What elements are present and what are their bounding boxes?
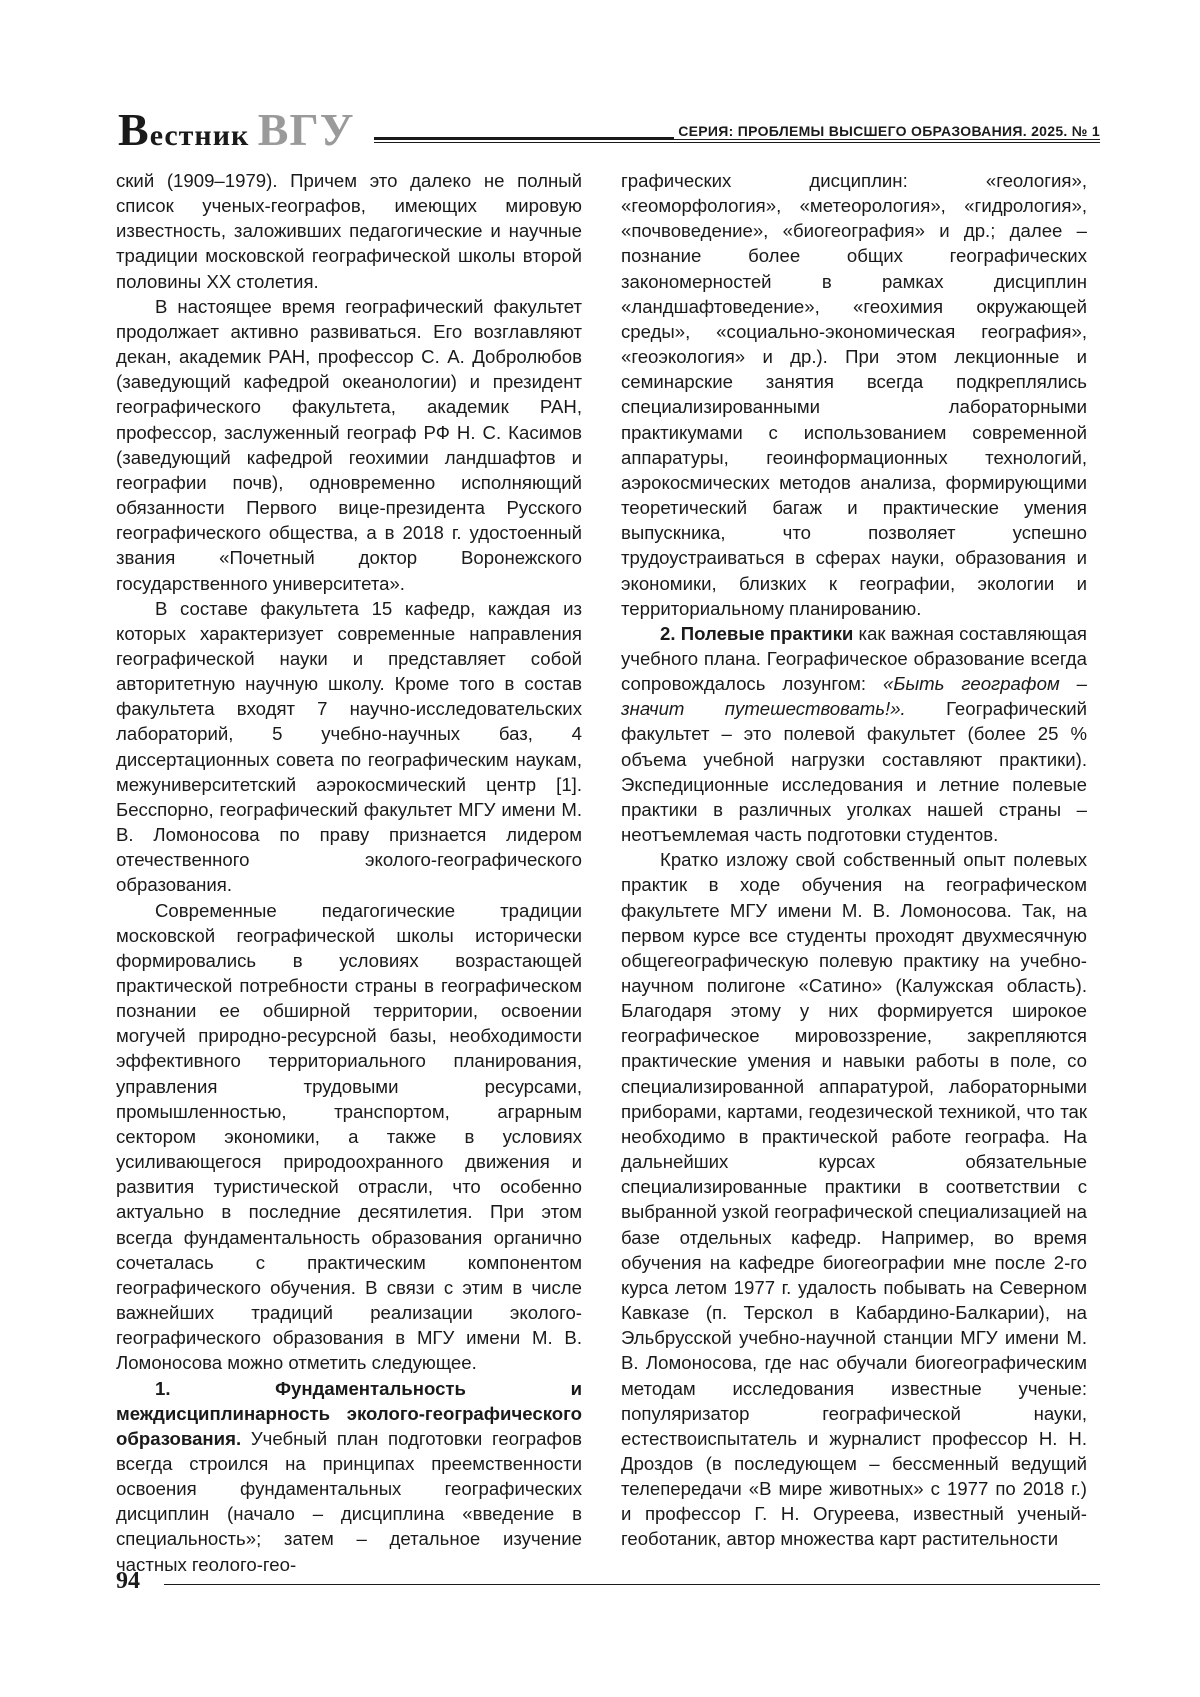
page-header	[118, 103, 1100, 155]
journal-logo-initial: В	[118, 104, 150, 155]
paragraph: Кратко изложу свой собственный опыт полевых практик в ходе обучения на географическом факультете МГУ имени М. В. Ломоносова. Так, на первом курсе все студенты проходят двухмесячную общегеографическую полевую практику на учебно-научном полигоне «Сатино» (Калужская область). Благодаря этому у них формируется широкое географическое мировоззрение, закрепляются практические умения и навыки работы в поле, со специализированной аппаратурой, лабораторными приборами, картами, геодезической техникой, что так необходимо в практической работе географа. На дальнейших курсах обязательные специализированные практики в соответствии с выбранной узкой географической специализацией на базе отдельных кафедр. Например, во время обучения на кафедре биогеографии мне после 2-го курса летом 1977 г. удалость побывать на Северном Кавказе (п. Терскол в Кабардино-Балкарии), на Эльбрусской учебно-научной станции МГУ имени М. В. Ломоносова, где нас обучали биогеографическим методам исследования известные ученые: популяризатор географической науки, естествоиспытатель и журналист профессор Н. Н. Дроздов (в последующем – бессменный ведущий телепередачи «В мире животных» с 1977 по 2018 г.) и профессор Г. Н. Огуреева, известный ученый-геоботаник, автор множества карт растительности	[621, 849, 1087, 1550]
paragraph-text: Географический факультет – это полевой факультет (более 25 % объема учебной нагрузки составляют практики). Экспедиционные исследования и летние полевые практики в различных уголках нашей страны – неотъемлемая часть подготовки студентов.	[621, 698, 1087, 846]
page-number: 94	[116, 1568, 140, 1594]
footer-rule	[164, 1584, 1100, 1585]
paragraph-text: Учебный план подготовки географов всегда строился на принципах преемственности освоения фундаментальных географических дисциплин (начало – дисциплина «введение в специальность»; затем – детальное изучение частных геолого-гео-	[116, 1427, 582, 1575]
series-title: СЕРИЯ: ПРОБЛЕМЫ ВЫСШЕГО ОБРАЗОВАНИЯ. 2025. № 1	[674, 123, 1100, 139]
section-heading-2: 2. Полевые практики	[660, 622, 854, 644]
paragraph: Современные педагогические традиции московской географической школы исторически формировались в условиях возрастающей практической потребности страны в географическом познании ее обширной территории, освоении могучей природно-ресурсной базы, необходимости эффективного территориального планирования, управления трудовыми ресурсами, промышленностью, транспортом, аграрным сектором экономики, а также в условиях усиливающегося природоохранного движения и развития туристической отрасли, что особенно актуально в последние десятилетия. При этом всегда фундаментальность образования органично сочеталась с практическим компонентом географического обучения. В связи с этим в числе важнейших традиций реализации эколого-географического образования в МГУ имени М. В. Ломоносова можно отметить следующее.	[116, 899, 582, 1374]
paragraph	[621, 621, 1087, 847]
paragraph: ский (1909–1979). Причем это далеко не полный список ученых-географов, имеющих мировую известность, заложивших педагогические и научные традиции московской географической школы второй половины XX столетия.	[116, 170, 582, 292]
motto-quote: «Быть географом – значит путешествовать!».	[621, 673, 1087, 720]
section-heading-1: 1. Фундаментальность и междисциплинарность эколого-географического образования.	[116, 1377, 582, 1449]
paragraph-text: как важная составляющая учебного плана. Географическое образование всегда сопровождалось лозунгом:	[621, 622, 1087, 695]
left-column	[116, 168, 582, 1577]
paragraph: В настоящее время географический факультет продолжает активно развиваться. Его возглавляют декан, академик РАН, профессор С. А. Добролюбов (заведующий кафедрой океанологии) и президент географического факультета, академик РАН, профессор, заслуженный географ РФ Н. С. Касимов (заведующий кафедрой геохимии ландшафтов и географии почв), одновременно исполняющий обязанности Первого вице-президента Русского географического общества, а в 2018 г. удостоенный звания «Почетный доктор Воронежского государственного университета».	[116, 295, 582, 594]
page-footer	[116, 1568, 1100, 1598]
paragraph: графических дисциплин: «геология», «геоморфология», «метеорология», «гидрология», «почвоведение», «биогеография» и др.; далее – познание более общих географических закономерностей в рамках дисциплин «ландшафтоведение», «геохимия окружающей среды», «социально-экономическая география», «геоэкология» и др.). При этом лекционные и семинарские занятия всегда подкреплялись специализированными лабораторными практикумами с использованием современной аппаратуры, геоинформационных технологий, аэрокосмических методов анализа, формирующими теоретический багаж и практические умения выпускника, что позволяет успешно трудоустраиваться в сферах науки, образования и экономики, близких к географии, экологии и территориальному планированию.	[621, 170, 1087, 619]
paragraph	[116, 1376, 582, 1577]
journal-logo-vsu: ВГУ	[257, 104, 355, 155]
journal-logo	[118, 103, 355, 156]
journal-logo-word: естник	[149, 119, 250, 152]
paragraph: В составе факультета 15 кафедр, каждая из которых характеризует современные направления географической науки и представляет собой авторитетную научную школу. Кроме того в состав факультета входят 7 научно-исследовательских лабораторий, 5 учебно-научных баз, 4 диссертационных совета по географическим наукам, межуниверситетский аэрокосмический центр [1]. Бесспорно, географический факультет МГУ имени М. В. Ломоносова по праву признается лидером отечественного эколого-географического образования.	[116, 597, 582, 896]
right-column	[621, 168, 1087, 1552]
